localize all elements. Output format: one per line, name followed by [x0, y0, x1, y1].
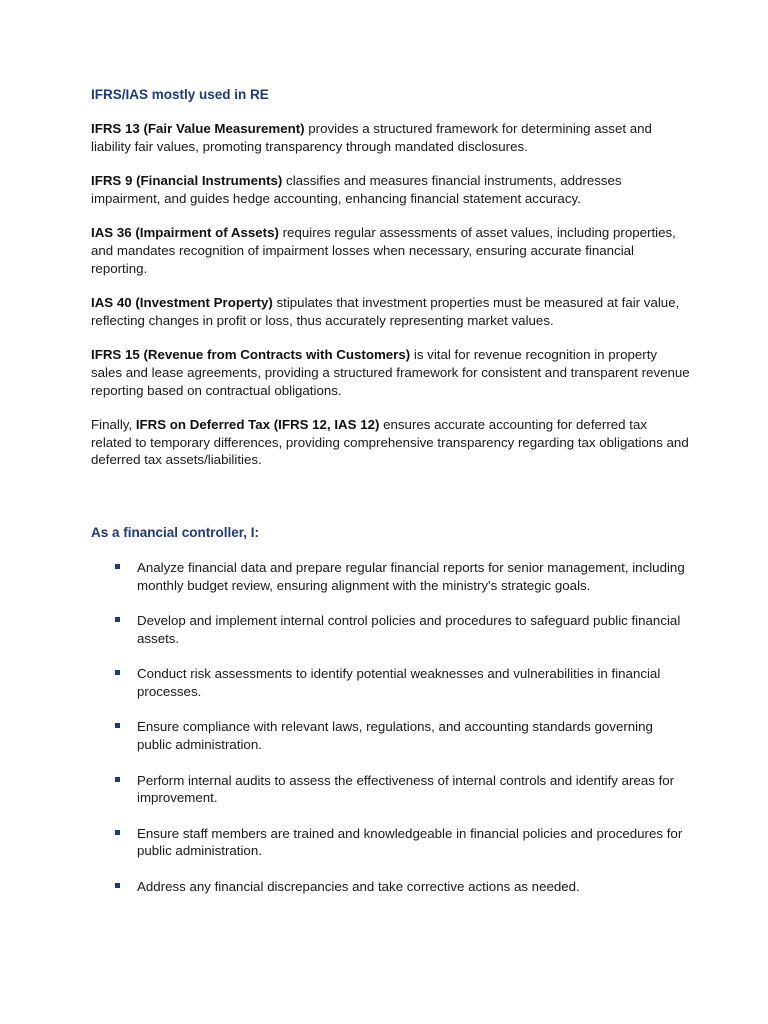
square-bullet-icon: [115, 723, 120, 728]
square-bullet-icon: [115, 617, 120, 622]
ias36-paragraph: IAS 36 (Impairment of Assets) requires regular assessments of asset values, including properties, and mandates recognition of impairment losses when necessary, ensuring accurate financial reporting.: [91, 225, 676, 276]
list-item: Address any financial discrepancies and take corrective actions as needed.: [115, 878, 691, 896]
ifrs13-paragraph: IFRS 13 (Fair Value Measurement) provides a structured framework for determining asset and liability fair values, promoting transparency through mandated disclosures.: [91, 121, 652, 154]
square-bullet-icon: [115, 777, 120, 782]
list-item: Ensure staff members are trained and knowledgeable in financial policies and procedures for public administration.: [115, 825, 691, 860]
list-item: Develop and implement internal control policies and procedures to safeguard public financial assets.: [115, 612, 691, 647]
document-content: [91, 86, 691, 914]
list-item: Perform internal audits to assess the effectiveness of internal controls and identify areas for improvement.: [115, 772, 691, 807]
deferred-tax-paragraph: Finally, IFRS on Deferred Tax (IFRS 12, IAS 12) ensures accurate accounting for deferred tax related to temporary differences, providing comprehensive transparency regarding tax obligations and deferred tax assets/liabilities.: [91, 417, 689, 468]
list-item: Ensure compliance with relevant laws, regulations, and accounting standards governing public administration.: [115, 718, 691, 753]
ifrs9-paragraph: IFRS 9 (Financial Instruments) classifies and measures financial instruments, addresses impairment, and guides hedge accounting, enhancing financial statement accuracy.: [91, 173, 622, 206]
list-item: Analyze financial data and prepare regular financial reports for senior management, including monthly budget review, ensuring alignment with the ministry's strategic goals.: [115, 559, 691, 594]
ifrs15-paragraph: IFRS 15 (Revenue from Contracts with Customers) is vital for revenue recognition in property sales and lease agreements, providing a structured framework for consistent and transparent revenue reporting based on contractual obligations.: [91, 347, 690, 398]
square-bullet-icon: [115, 883, 120, 888]
controller-heading: As a financial controller, I:: [91, 524, 260, 540]
square-bullet-icon: [115, 564, 120, 569]
list-item: Conduct risk assessments to identify potential weaknesses and vulnerabilities in financial processes.: [115, 665, 691, 700]
ifrs-heading: IFRS/IAS mostly used in RE: [91, 87, 269, 102]
ias40-paragraph: IAS 40 (Investment Property) stipulates that investment properties must be measured at fair value, reflecting changes in profit or loss, thus accurately representing market values.: [91, 295, 680, 328]
controller-duties-list: [91, 559, 691, 896]
square-bullet-icon: [115, 670, 120, 675]
square-bullet-icon: [115, 830, 120, 835]
